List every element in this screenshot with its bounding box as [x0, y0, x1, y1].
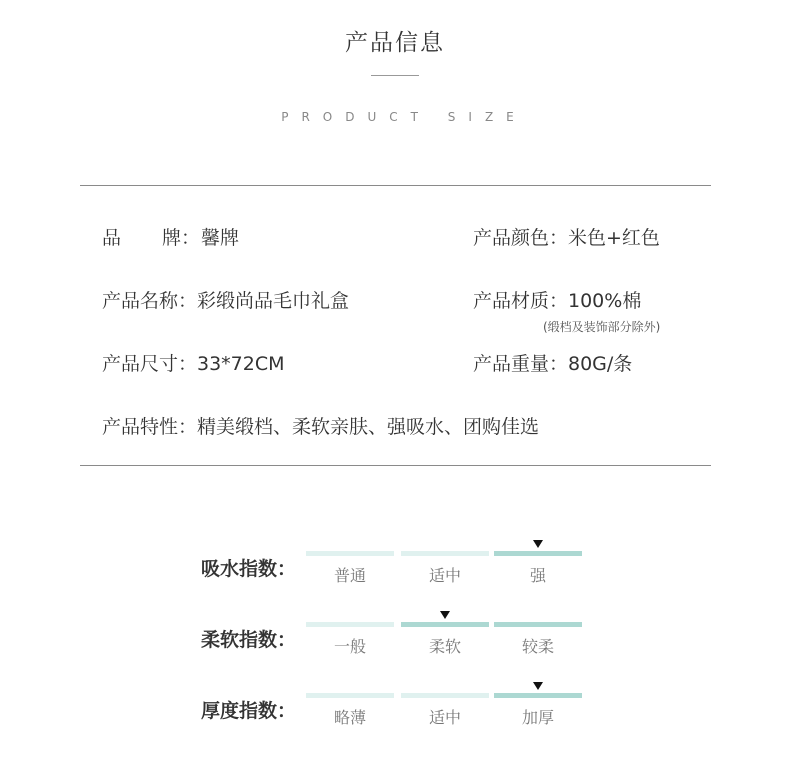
scale-option: 柔软 [428, 637, 461, 656]
field-features: 产品特性：精美缎档、柔软亲肤、强吸水、团购佳选 [102, 416, 540, 438]
scale-bar-1 [306, 622, 394, 627]
scale-marker [533, 682, 543, 690]
scale-option: 略薄 [333, 708, 366, 727]
scale-bar-1 [306, 551, 394, 556]
scale-bar-2 [401, 693, 489, 698]
brand-label-b: 牌 [162, 227, 182, 249]
scale-option: 适中 [428, 708, 461, 727]
brand-label-sep: ： [181, 227, 201, 249]
scale-option: 一般 [333, 637, 366, 656]
scale-bar-3 [494, 622, 582, 627]
field-name: 产品名称：彩缎尚品毛巾礼盒 [102, 290, 350, 312]
scale-option: 加厚 [521, 708, 554, 727]
brand-value: 馨牌 [201, 227, 240, 249]
scale-bar-2 [401, 622, 489, 627]
scale-option: 较柔 [521, 637, 554, 656]
scale-label: 柔软指数： [201, 629, 297, 651]
page-title: 产品信息 [345, 30, 445, 56]
field-weight: 产品重量：80G/条 [473, 353, 633, 375]
field-color: 产品颜色：米色+红色 [473, 227, 660, 249]
scale-bar-1 [306, 693, 394, 698]
scale-bar-3 [494, 551, 582, 556]
scale-marker [533, 540, 543, 548]
material-note: (缎档及装饰部分除外) [543, 320, 661, 334]
scale-option: 普通 [333, 566, 366, 585]
divider-top [80, 185, 711, 186]
page-subtitle: PRODUCT SIZE [281, 110, 527, 124]
title-underline [371, 75, 419, 76]
field-brand [102, 223, 239, 250]
field-material: 产品材质：100%棉 [473, 290, 642, 312]
scale-label: 吸水指数： [201, 558, 297, 580]
brand-label-a: 品 [102, 227, 122, 249]
scale-marker [440, 611, 450, 619]
scale-option: 适中 [428, 566, 461, 585]
scale-bar-2 [401, 551, 489, 556]
scale-label: 厚度指数： [201, 700, 297, 722]
scale-option: 强 [529, 566, 546, 585]
scale-bar-3 [494, 693, 582, 698]
divider-bottom [80, 465, 711, 466]
field-size: 产品尺寸：33*72CM [102, 353, 285, 375]
